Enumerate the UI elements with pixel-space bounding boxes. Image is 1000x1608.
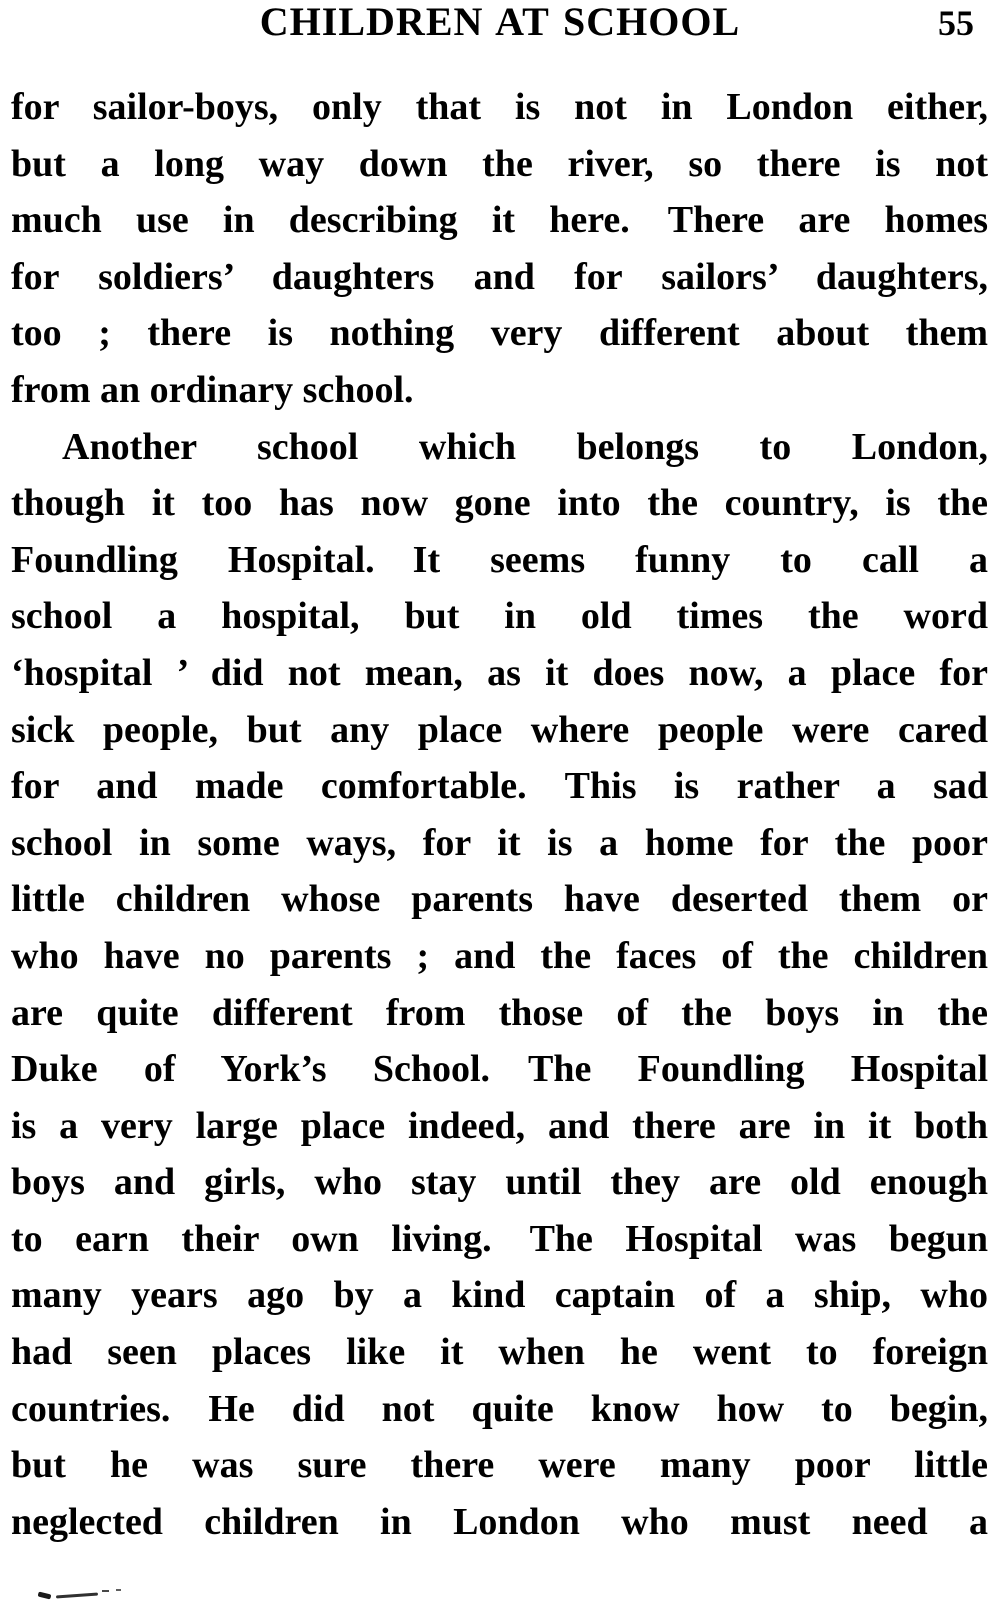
- text-line: too ; there is nothing very different about them: [11, 312, 988, 355]
- text-body: [11, 79, 988, 1550]
- text-line: neglected children in London who must need a: [11, 1500, 988, 1543]
- text-line: boys and girls, who stay until they are old enough: [11, 1161, 988, 1204]
- ink-smudge-artifact: [38, 1588, 128, 1604]
- ink-smudge-mark: [56, 1593, 98, 1599]
- ink-smudge-mark: [116, 1589, 121, 1591]
- text-line: though it too has now gone into the country, is the: [11, 482, 988, 525]
- text-line: sick people, but any place where people were cared: [11, 708, 988, 751]
- ink-smudge-mark: [102, 1590, 109, 1592]
- text-line: for sailor-boys, only that is not in London either,: [11, 86, 988, 128]
- text-line: but a long way down the river, so there is not: [11, 142, 988, 185]
- text-line: from an ordinary school.: [11, 368, 414, 411]
- ink-smudge-mark: [38, 1592, 52, 1600]
- text-line: little children whose parents have deserted them or: [11, 878, 988, 921]
- text-line: to earn their own living. The Hospital was begun: [11, 1217, 988, 1260]
- text-line: for and made comfortable. This is rather a sad: [11, 765, 988, 808]
- text-line: many years ago by a kind captain of a ship, who: [11, 1274, 988, 1317]
- text-line: but he was sure there were many poor little: [11, 1444, 988, 1487]
- page-number: 55: [938, 3, 974, 43]
- text-line: Foundling Hospital. It seems funny to call a: [11, 538, 988, 581]
- text-line: Duke of York’s School. The Foundling Hospital: [11, 1048, 988, 1091]
- text-line: school a hospital, but in old times the word: [11, 595, 988, 638]
- text-line: Another school which belongs to London,: [62, 425, 988, 468]
- text-line: are quite different from those of the boys in the: [11, 991, 988, 1034]
- page-title: CHILDREN AT SCHOOL: [259, 0, 741, 44]
- text-line: school in some ways, for it is a home for the poor: [11, 821, 988, 864]
- text-line: ‘hospital ’ did not mean, as it does now, a place for: [11, 651, 988, 694]
- text-line: for soldiers’ daughters and for sailors’ daughters,: [11, 255, 988, 298]
- text-line: had seen places like it when he went to foreign: [11, 1331, 988, 1374]
- text-line: who have no parents ; and the faces of the children: [11, 934, 988, 977]
- text-line: is a very large place indeed, and there are in it both: [11, 1104, 988, 1147]
- running-header: [0, 0, 1000, 56]
- text-line: much use in describing it here. There are homes: [11, 199, 988, 242]
- text-line: countries. He did not quite know how to begin,: [11, 1387, 988, 1430]
